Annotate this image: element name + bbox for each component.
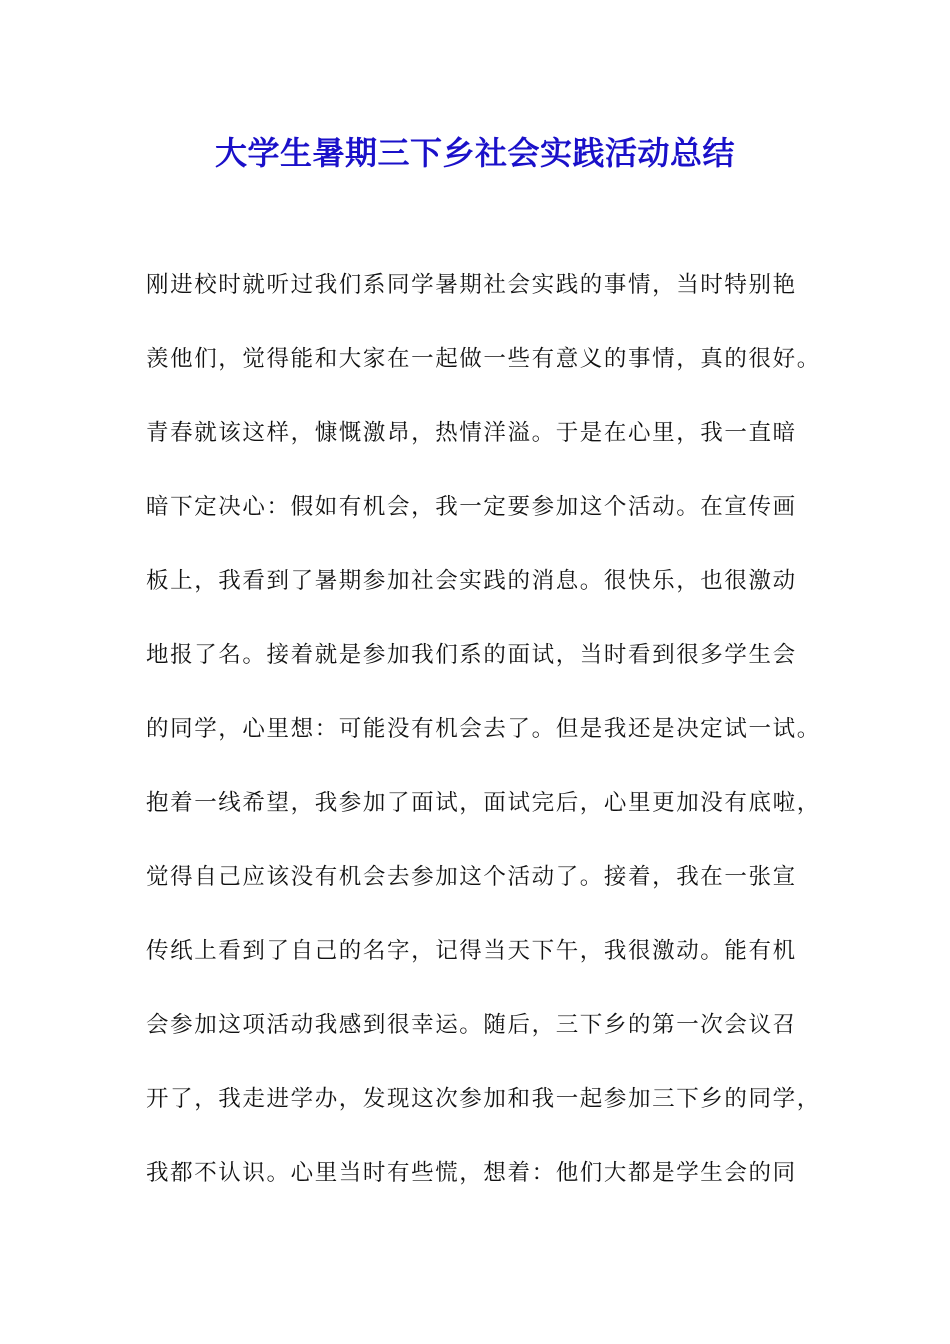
paragraph-line: 我都不认识。心里当时有些慌，想着：他们大都是学生会的同 <box>146 1160 797 1186</box>
document-body <box>146 262 826 1224</box>
paragraph-line: 羡他们，觉得能和大家在一起做一些有意义的事情，真的很好。 <box>146 346 821 372</box>
paragraph-line: 开了，我走进学办，发现这次参加和我一起参加三下乡的同学， <box>146 1086 821 1112</box>
paragraph-line: 觉得自己应该没有机会去参加这个活动了。接着，我在一张宣 <box>146 864 797 890</box>
paragraph-line: 暗下定决心：假如有机会，我一定要参加这个活动。在宣传画 <box>146 494 797 520</box>
document-title: 大学生暑期三下乡社会实践活动总结 <box>214 134 735 172</box>
paragraph-line: 会参加这项活动我感到很幸运。随后，三下乡的第一次会议召 <box>146 1012 797 1038</box>
paragraph-line: 刚进校时就听过我们系同学暑期社会实践的事情，当时特别艳 <box>146 272 797 298</box>
paragraph-line: 板上，我看到了暑期参加社会实践的消息。很快乐，也很激动 <box>146 568 797 594</box>
paragraph-line: 抱着一线希望，我参加了面试，面试完后，心里更加没有底啦， <box>146 790 821 816</box>
paragraph-line: 的同学，心里想：可能没有机会去了。但是我还是决定试一试。 <box>146 716 821 742</box>
paragraph-line: 青春就该这样，慷慨激昂，热情洋溢。于是在心里，我一直暗 <box>146 420 797 446</box>
paragraph-line: 传纸上看到了自己的名字，记得当天下午，我很激动。能有机 <box>146 938 797 964</box>
paragraph-line: 地报了名。接着就是参加我们系的面试，当时看到很多学生会 <box>146 642 797 668</box>
